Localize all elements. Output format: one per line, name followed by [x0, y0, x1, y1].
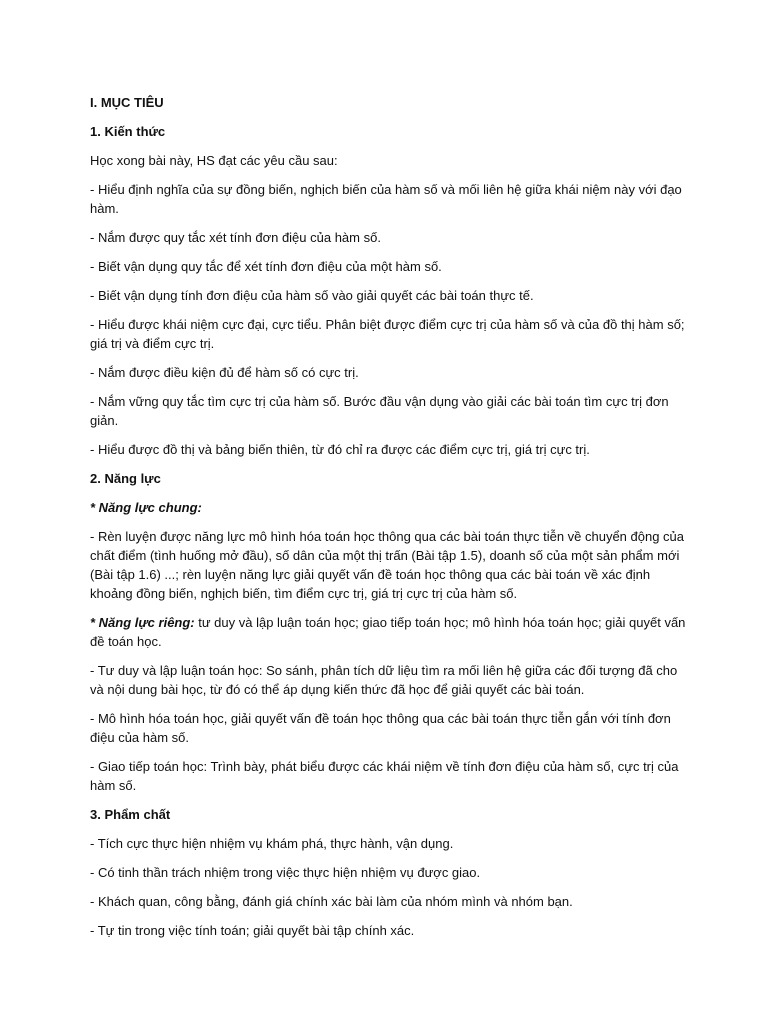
specific-competence-label: * Năng lực riêng:	[90, 615, 195, 630]
knowledge-item: - Biết vận dụng quy tắc để xét tính đơn điệu của một hàm số.	[90, 259, 442, 274]
knowledge-item: - Hiểu định nghĩa của sự đồng biến, nghịch biến của hàm số và mối liên hệ giữa khái niệm này với đạo hàm.	[90, 182, 682, 216]
quality-item: - Tích cực thực hiện nhiệm vụ khám phá, thực hành, vận dụng.	[90, 836, 454, 851]
qualities-heading: 3. Phẩm chất	[90, 807, 171, 822]
knowledge-item: - Hiểu được đồ thị và bảng biến thiên, từ đó chỉ ra được các điểm cực trị, giá trị cực trị.	[90, 442, 590, 457]
knowledge-item: - Nắm được quy tắc xét tính đơn điệu của hàm số.	[90, 230, 381, 245]
competence-item: - Mô hình hóa toán học, giải quyết vấn đề toán học thông qua các bài toán thực tiễn gắn với tính đơn điệu của hàm số.	[90, 711, 671, 745]
competence-item: - Giao tiếp toán học: Trình bày, phát biểu được các khái niệm về tính đơn điệu của hàm số, cực trị của hàm số.	[90, 759, 679, 793]
general-competence-text: - Rèn luyện được năng lực mô hình hóa toán học thông qua các bài toán thực tiễn về chuyển động của chất điểm (tình huống mở đầu), số dân của một thị trấn (Bài tập 1.5), doanh số của một sản phẩm mới (Bài tập 1.6) ...; rèn luyện năng lực giải quyết vấn đề toán học thông qua các bài toán về xác định khoảng đồng biến, nghịch biến, tìm điểm cực trị, giá trị cực trị của hàm số.	[90, 529, 685, 601]
knowledge-heading: 1. Kiến thức	[90, 124, 166, 139]
document-page	[90, 93, 690, 950]
knowledge-intro: Học xong bài này, HS đạt các yêu cầu sau:	[90, 153, 338, 168]
quality-item: - Khách quan, công bằng, đánh giá chính xác bài làm của nhóm mình và nhóm bạn.	[90, 894, 573, 909]
quality-item: - Tự tin trong việc tính toán; giải quyết bài tập chính xác.	[90, 923, 415, 938]
general-competence-label: * Năng lực chung:	[90, 500, 202, 515]
competence-heading: 2. Năng lực	[90, 471, 161, 486]
knowledge-item: - Nắm được điều kiện đủ để hàm số có cực trị.	[90, 365, 359, 380]
knowledge-item: - Biết vận dụng tính đơn điệu của hàm số vào giải quyết các bài toán thực tế.	[90, 288, 534, 303]
specific-competence	[90, 613, 690, 651]
quality-item: - Có tinh thần trách nhiệm trong việc thực hiện nhiệm vụ được giao.	[90, 865, 481, 880]
specific-competence-text: tư duy và lập luận toán học; giao tiếp toán học; mô hình hóa toán học; giải quyết vấn đề toán học.	[90, 615, 686, 649]
section-title: I. MỤC TIÊU	[90, 95, 164, 110]
knowledge-item: - Nắm vững quy tắc tìm cực trị của hàm số. Bước đầu vận dụng vào giải các bài toán tìm cực trị đơn giản.	[90, 394, 669, 428]
competence-item: - Tư duy và lập luận toán học: So sánh, phân tích dữ liệu tìm ra mối liên hệ giữa các đối tượng đã cho và nội dung bài học, từ đó có thể áp dụng kiến thức đã học để giải quyết các bài toán.	[90, 663, 678, 697]
knowledge-item: - Hiểu được khái niệm cực đại, cực tiểu. Phân biệt được điểm cực trị của hàm số và của đồ thị hàm số; giá trị và điểm cực trị.	[90, 317, 685, 351]
